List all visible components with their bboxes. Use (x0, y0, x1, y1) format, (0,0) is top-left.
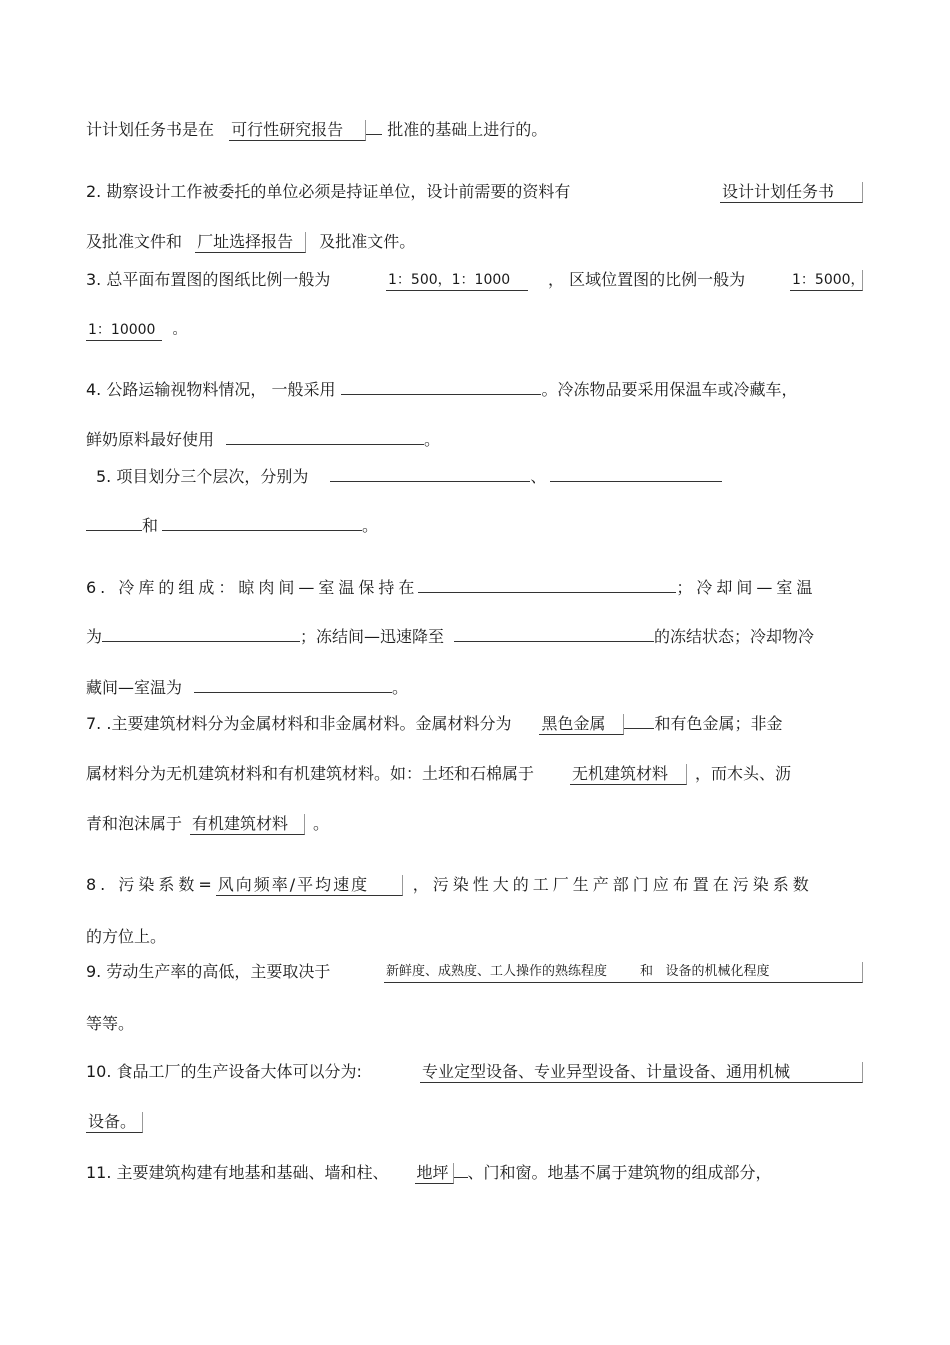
question-3-line-2 (86, 318, 186, 342)
q6-text-g: 。 (392, 678, 409, 697)
question-6-line-2 (86, 625, 814, 649)
question-7-line-1 (86, 712, 782, 736)
q5-text-b: 、 (530, 467, 547, 486)
q2-text-b: 及批准文件和 (86, 232, 183, 251)
q7-text-b: 和有色金属；非金 (654, 714, 783, 733)
q4-blank-2 (226, 428, 424, 445)
question-4-line-2 (86, 428, 440, 452)
q11-answer: 地坪 (415, 1163, 454, 1184)
question-2-line-1 (86, 180, 570, 204)
q5-text-c: 和 (142, 516, 159, 535)
q8-text-c: 的方位上。 (86, 927, 167, 946)
q11-text-b: 、门和窗。地基不属于建筑物的组成部分， (467, 1163, 772, 1182)
q5-text-a: 5. 项目划分三个层次，分别为 (96, 467, 309, 486)
q6-text-f: 藏间—室温为 (86, 678, 183, 697)
question-10-line-2 (86, 1110, 143, 1134)
q3-text-b-wrap (548, 268, 745, 292)
q5-blank-1 (330, 465, 530, 482)
q4-blank-1 (341, 378, 541, 395)
q2-answer-a: 设计计划任务书 (720, 182, 863, 203)
q8-answer: 风向频率/平均速度 (216, 875, 403, 896)
q10-answer-a-wrap (420, 1060, 863, 1084)
q6-text-a: 6. 冷库的组成：晾肉间—室温保持在 (86, 578, 419, 597)
q7-text-d: ，而木头、沥 (695, 764, 792, 783)
question-8-line-2 (86, 925, 166, 949)
question-5-line-1 (96, 465, 722, 489)
question-9-line-1 (86, 960, 330, 984)
q7-answer-c: 有机建筑材料 (190, 814, 305, 835)
q9-text-a: 9. 劳动生产率的高低，主要取决于 (86, 962, 331, 981)
question-1-line (86, 118, 547, 142)
question-7-line-2 (86, 762, 791, 786)
q6-blank-4 (194, 676, 392, 693)
q3-text-b: ， 区域位置图的比例一般为 (548, 270, 746, 289)
q3-text-c: 。 (172, 322, 187, 338)
question-2-line-2 (86, 230, 415, 254)
q4-text-c: 鲜奶原料最好使用 (86, 430, 215, 449)
q6-blank-1 (418, 576, 676, 593)
q3-answer-b: 1：5000， (790, 270, 863, 291)
question-5-line-2 (86, 514, 378, 538)
q9-answer: 新鲜度、成熟度、工人操作的熟练程度 和 设备的机械化程度 (384, 962, 863, 983)
q6-blank-3 (454, 625, 654, 642)
q5-text-d: 。 (362, 516, 379, 535)
q10-answer-b: 设备。 (86, 1112, 143, 1133)
q7-blank-tail (624, 712, 654, 729)
q1-text-b: 批准的基础上进行的。 (387, 120, 548, 139)
q3-answer-c: 1：10000 (86, 320, 162, 341)
q1-blank-tail (366, 118, 382, 135)
q7-text-f: 。 (313, 814, 330, 833)
q8-text-b: ，污染性大的工厂生产部门应布置在污染系数 (412, 875, 813, 894)
q5-blank-4 (162, 514, 362, 531)
question-10-line-1 (86, 1060, 362, 1084)
q5-blank-2 (550, 465, 722, 482)
q7-text-e: 青和泡沫属于 (86, 814, 183, 833)
q11-blank-tail (454, 1161, 468, 1178)
q2-text-c: 及批准文件。 (319, 232, 416, 251)
question-6-line-1 (86, 576, 816, 600)
q6-text-d: ；冻结间—迅速降至 (300, 627, 445, 646)
q9-answer-wrap (384, 960, 863, 984)
q4-text-d: 。 (424, 430, 441, 449)
q3-answer-b-wrap (790, 268, 863, 292)
q4-text-a: 4. 公路运输视物料情况， 一般采用 (86, 380, 336, 399)
q6-text-c: 为 (86, 627, 103, 646)
q10-text-a: 10. 食品工厂的生产设备大体可以分为: (86, 1062, 362, 1081)
q3-answer-a: 1：500，1：1000 (386, 270, 528, 291)
q2-answer-b: 厂址选择报告 (195, 232, 306, 253)
q3-text-a: 3. 总平面布置图的图纸比例一般为 (86, 270, 331, 289)
q1-text-a: 计计划任务书是在 (86, 120, 215, 139)
q2-answer-wrap (720, 180, 863, 204)
q7-text-a: 7. .主要建筑材料分为金属材料和非金属材料。金属材料分为 (86, 714, 512, 733)
q6-text-b: ；冷却间—室温 (676, 578, 817, 597)
q6-blank-2 (102, 625, 300, 642)
q10-answer-a: 专业定型设备、专业异型设备、计量设备、通用机械 (420, 1062, 863, 1083)
q8-text-a: 8. 污染系数= (86, 875, 216, 894)
q7-text-c: 属材料分为无机建筑材料和有机建筑材料。如：土坯和石棉属于 (86, 764, 535, 783)
q9-text-b: 等等。 (86, 1014, 135, 1033)
question-4-line-1 (86, 378, 797, 402)
question-6-line-3 (86, 676, 408, 700)
q7-answer-b: 无机建筑材料 (570, 764, 687, 785)
q5-blank-3 (86, 514, 142, 531)
q1-answer: 可行性研究报告 (229, 120, 366, 141)
question-7-line-3 (86, 812, 329, 836)
q7-answer-a: 黑色金属 (539, 714, 624, 735)
question-8-line-1 (86, 873, 813, 897)
q2-text-a: 2. 勘察设计工作被委托的单位必须是持证单位，设计前需要的资料有 (86, 182, 571, 201)
question-9-line-2 (86, 1012, 134, 1036)
q4-text-b: 。冷冻物品要采用保温车或冷藏车， (541, 380, 798, 399)
question-3-line-1 (86, 268, 330, 292)
q3-answer-a-wrap (386, 268, 528, 292)
q6-text-e: 的冻结状态；冷却物冷 (654, 627, 815, 646)
q11-text-a: 11. 主要建筑构建有地基和基础、墙和柱、 (86, 1163, 389, 1182)
question-11-line-1 (86, 1161, 772, 1185)
